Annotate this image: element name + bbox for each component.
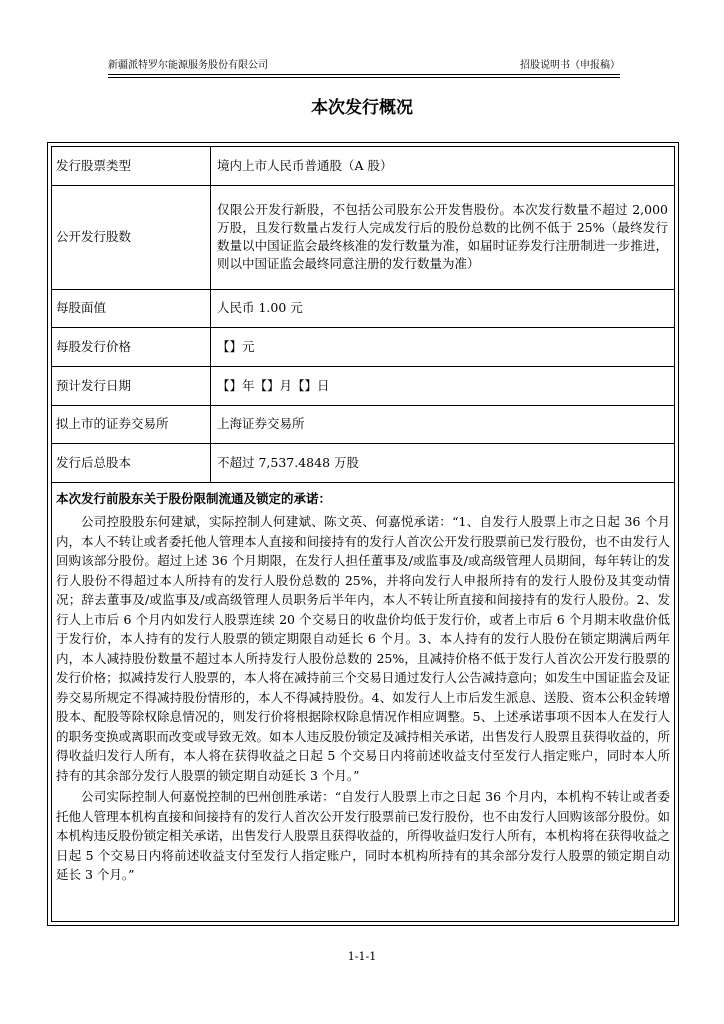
lockup-commitment-paragraph-bazhou-chuangsheng: 公司实际控制人何嘉悦控制的巴州创胜承诺：“自发行人股票上市之日起 36 个月内，本机构不转让或者委托他人管理本机构直接和间接持有的发行人首次公开发行股票前已发行股份，也不由发行人回购该部分股份。如本机构违反股份锁定相关承诺，出售发行人股票且获得收益的，所得收益归发行人所有，本机构将在获得收益之日起 5 个交易日内将前述收益支付至发行人指定账户，同时本机构所持有的其余部分发行人股票的锁定期自动延长 3 个月。” (56, 789, 670, 882)
row-label-total-shares: 发行后总股本 (52, 443, 211, 482)
row-label-exchange: 拟上市的证券交易所 (52, 405, 211, 443)
row-label-issue-date: 预计发行日期 (52, 366, 211, 405)
table-row (52, 147, 674, 185)
row-label-shares-offered: 公开发行股数 (52, 185, 211, 289)
table-row (52, 185, 674, 289)
lockup-commitment-paragraph-controlling-shareholder: 公司控股股东何建斌，实际控制人何建斌、陈文英、何嘉悦承诺：“1、自发行人股票上市之日起 36 个月内，本人不转让或者委托他人管理本人直接和间接持有的发行人首次公开发行股票前已发行股份，也不由发行人回购该部分股份。超过上述 36 个月期限，在发行人担任董事及/或监事及/或高级管理人员期间，每年转让的发行人股份不得超过本人所持有的发行人股份总数的 25%，并将向发行人申报所持有的发行人股份及其变动情况；辞去董事及/或监事及/或高级管理人员职务后半年内，本人不转让所直接和间接持有的发行人股份。2、发行人上市后 6 个月内如发行人股票连续 20 个交易日的收盘价均低于发行价，或者上市后 6 个月期末收盘价低于发行价，本人持有的发行人股票的锁定期限自动延长 6 个月。3、本人持有的发行人股份在锁定期满后两年内，本人减持股份数量不超过本人所持发行人股份总数的 25%，且减持价格不低于发行人首次公开发行股票的发行价格；拟减持发行人股票的，本人将在减持前三个交易日通过发行人公告减持意向；如发生中国证监会及证券交易所规定不得减持股份情形的，本人不得减持股份。4、如发行人上市后发生派息、送股、资本公积金转增股本、配股等除权除息情况的，则发行价将根据除权除息情况作相应调整。5、上述承诺事项不因本人在发行人的职务变换或离职而改变或导致无效。如本人违反股份锁定及减持相关承诺，出售发行人股票且获得收益的，所得收益归发行人所有，本人将在获得收益之日起 5 个交易日内将前述收益支付至发行人指定账户，同时本人所持有的其余部分发行人股票的锁定期自动延长 3 个月。” (56, 514, 670, 783)
row-value-shares-offered: 仅限公开发行新股，不包括公司股东公开发售股份。本次发行数量不超过 2,000 万股，且发行数量占发行人完成发行后的股份总数的比例不低于 25%（最终发行数量以中国证监会最终核准的发行数量为准，如届时证券发行注册制进一步推进，则以中国证监会最终同意注册的发行数量为准） (211, 185, 675, 289)
lockup-commitment-title: 本次发行前股东关于股份限制流通及锁定的承诺： (56, 490, 332, 506)
table-row (52, 405, 674, 443)
table-row (52, 443, 674, 482)
offering-summary-inner-frame (51, 146, 675, 922)
header-rule-thin (108, 77, 620, 78)
row-value-exchange: 上海证券交易所 (211, 405, 675, 443)
lockup-commitment-section (52, 483, 674, 885)
row-value-par-value: 人民币 1.00 元 (211, 289, 675, 327)
header-document-type: 招股说明书（申报稿） (520, 60, 620, 71)
row-value-total-shares: 不超过 7,537.4848 万股 (211, 443, 675, 482)
page-title: 本次发行概况 (311, 98, 413, 118)
row-value-issue-price: 【】元 (211, 327, 675, 366)
table-row (52, 289, 674, 327)
header-rule-thick (108, 74, 620, 75)
header-company-name: 新疆派特罗尔能源服务股份有限公司 (108, 60, 268, 71)
table-row (52, 366, 674, 405)
table-row (52, 327, 674, 366)
row-value-issue-date: 【】年【】月【】日 (211, 366, 675, 405)
row-value-stock-type: 境内上市人民币普通股（A 股） (211, 147, 675, 185)
offering-summary-frame (47, 142, 679, 926)
row-label-issue-price: 每股发行价格 (52, 327, 211, 366)
page-number: 1-1-1 (347, 950, 377, 963)
offering-info-table (52, 147, 674, 483)
page-header (108, 57, 620, 75)
row-label-par-value: 每股面值 (52, 289, 211, 327)
row-label-stock-type: 发行股票类型 (52, 147, 211, 185)
